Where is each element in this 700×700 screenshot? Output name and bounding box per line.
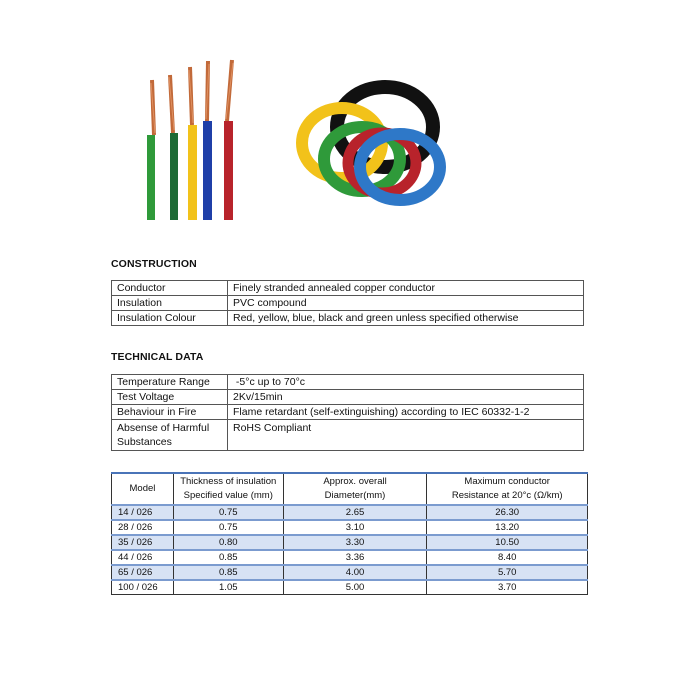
thickness-cell: 0.75 xyxy=(173,505,283,520)
wire-dark-green xyxy=(169,75,178,220)
resistance-cell: 8.40 xyxy=(427,550,588,565)
resistance-cell: 26.30 xyxy=(427,505,588,520)
technical-label: Behaviour in Fire xyxy=(112,405,228,420)
thickness-cell: 0.85 xyxy=(173,565,283,580)
table-row xyxy=(112,311,584,326)
table-row xyxy=(112,390,584,405)
technical-value: RoHS Compliant xyxy=(228,420,584,451)
wire-red xyxy=(224,60,233,220)
thickness-cell: 0.75 xyxy=(173,520,283,535)
stranded-wires-image xyxy=(147,60,233,220)
diameter-cell: 5.00 xyxy=(283,580,427,595)
resistance-cell: 13.20 xyxy=(427,520,588,535)
table-row xyxy=(112,520,588,535)
construction-table xyxy=(111,280,584,326)
technical-value: Flame retardant (self-extinguishing) according to IEC 60332-1-2 xyxy=(228,405,584,420)
column-header-insulation-thickness: Thickness of insulation Specified value (mm) xyxy=(173,473,283,505)
thickness-cell: 1.05 xyxy=(173,580,283,595)
technical-label-line2: Substances xyxy=(117,436,172,448)
technical-data-title: TECHNICAL DATA xyxy=(111,351,204,363)
table-row xyxy=(112,420,584,451)
wire-coils-image xyxy=(302,87,440,200)
technical-value: 2Kv/15min xyxy=(228,390,584,405)
table-row xyxy=(112,296,584,311)
table-row xyxy=(112,535,588,550)
technical-data-table xyxy=(111,374,584,451)
construction-label: Conductor xyxy=(112,281,228,296)
model-cell: 100 / 026 xyxy=(112,580,174,595)
diameter-cell: 4.00 xyxy=(283,565,427,580)
table-row xyxy=(112,405,584,420)
model-cell: 44 / 026 xyxy=(112,550,174,565)
table-header-row xyxy=(112,473,588,505)
wire-green xyxy=(147,80,155,220)
table-row xyxy=(112,550,588,565)
thickness-cell: 0.80 xyxy=(173,535,283,550)
model-cell: 35 / 026 xyxy=(112,535,174,550)
table-row xyxy=(112,375,584,390)
table-row xyxy=(112,580,588,595)
diameter-cell: 3.30 xyxy=(283,535,427,550)
construction-title: CONSTRUCTION xyxy=(111,258,197,270)
wire-blue xyxy=(203,61,212,220)
technical-value: -5°c up to 70°c xyxy=(228,375,584,390)
table-row xyxy=(112,505,588,520)
construction-label: Insulation Colour xyxy=(112,311,228,326)
resistance-cell: 3.70 xyxy=(427,580,588,595)
construction-value: Red, yellow, blue, black and green unless specified otherwise xyxy=(228,311,584,326)
column-header-overall-diameter: Approx. overall Diameter(mm) xyxy=(283,473,427,505)
model-cell: 28 / 026 xyxy=(112,520,174,535)
construction-value: Finely stranded annealed copper conductor xyxy=(228,281,584,296)
diameter-cell: 3.10 xyxy=(283,520,427,535)
resistance-cell: 5.70 xyxy=(427,565,588,580)
wire-yellow xyxy=(188,67,197,220)
diameter-cell: 3.36 xyxy=(283,550,427,565)
technical-label: Temperature Range xyxy=(112,375,228,390)
diameter-cell: 2.65 xyxy=(283,505,427,520)
model-specification-table xyxy=(111,472,588,595)
technical-label: Test Voltage xyxy=(112,390,228,405)
technical-label xyxy=(112,420,228,451)
construction-label: Insulation xyxy=(112,296,228,311)
column-header-model: Model xyxy=(112,473,174,505)
model-cell: 14 / 026 xyxy=(112,505,174,520)
product-photo-illustration xyxy=(130,55,460,230)
construction-value: PVC compound xyxy=(228,296,584,311)
technical-label-line1: Absense of Harmful xyxy=(117,422,210,434)
model-cell: 65 / 026 xyxy=(112,565,174,580)
thickness-cell: 0.85 xyxy=(173,550,283,565)
table-row xyxy=(112,281,584,296)
product-images xyxy=(130,55,460,230)
table-row xyxy=(112,565,588,580)
resistance-cell: 10.50 xyxy=(427,535,588,550)
column-header-conductor-resistance: Maximum conductor Resistance at 20°c (Ω/km) xyxy=(427,473,588,505)
